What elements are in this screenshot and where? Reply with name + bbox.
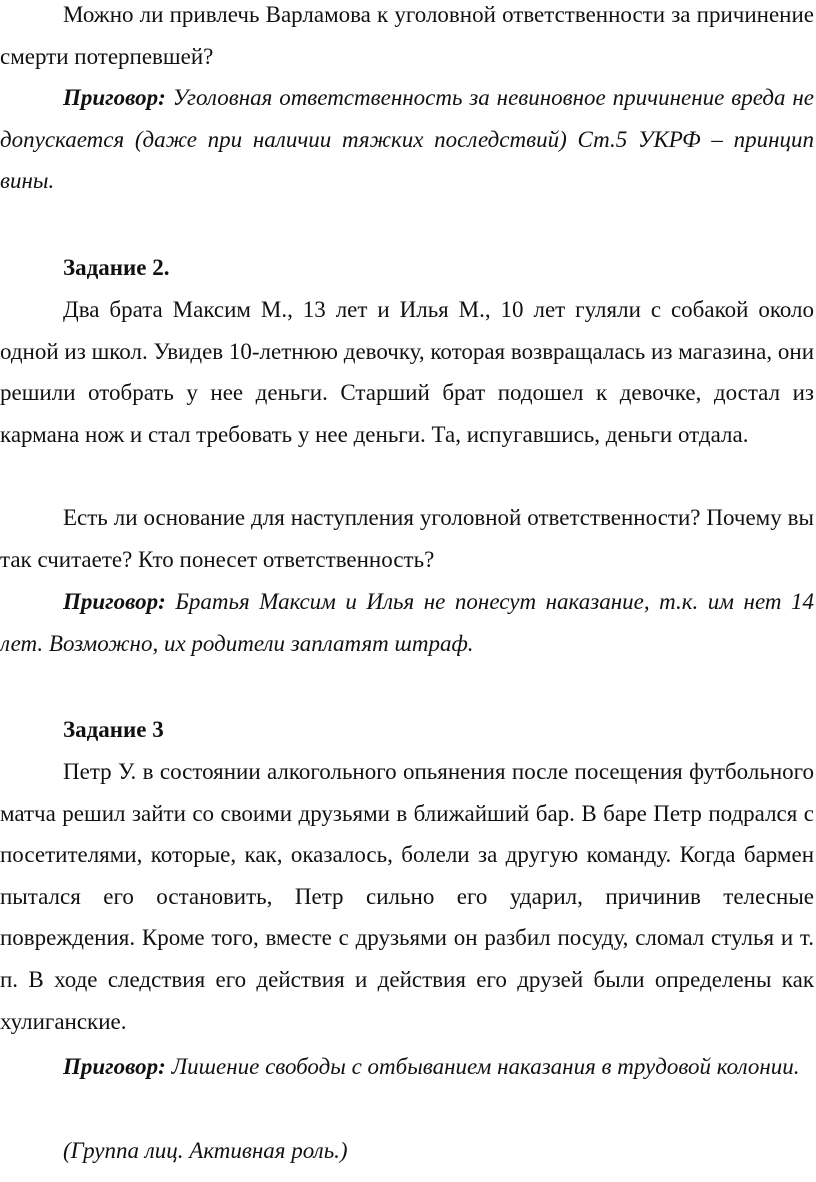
intro-section (0, 0, 814, 77)
task2-heading: Задание 2. (63, 255, 170, 280)
task2-question: Есть ли основание для наступления уголовной ответственности? Почему вы так считаете? Кто понесет ответственность? (0, 505, 814, 572)
task3-verdict-block (0, 1046, 814, 1088)
task2-question-block (0, 497, 814, 580)
verdict-label: Приговор: (63, 589, 166, 614)
task2-verdict-block (0, 581, 814, 664)
task2-story: Два брата Максим М., 13 лет и Илья М., 10 лет гуляли с собакой около одной из школ. Увидев 10-летнюю девочку, которая возвращалась из магазина, они решили отобрать у нее деньги. Старший брат подошел к девочке, достал из кармана нож и стал требовать у нее деньги. Та, испугавшись, деньги отдала. (0, 297, 814, 447)
task3-note-block (0, 1130, 814, 1172)
task2-heading-block (0, 247, 814, 289)
task3-story-block (0, 751, 814, 1042)
task2-verdict (0, 581, 814, 664)
verdict-text: Братья Максим и Илья не понесут наказание, т.к. им нет 14 лет. Возможно, их родители заплатят штраф. (0, 589, 814, 656)
task3-verdict (0, 1046, 814, 1088)
task3-heading-block (0, 709, 814, 751)
verdict-label: Приговор: (63, 1054, 166, 1079)
task3-note: (Группа лиц. Активная роль.) (63, 1138, 348, 1163)
verdict-text: Лишение свободы с отбыванием наказания в трудовой колонии. (165, 1054, 800, 1079)
task3-story: Петр У. в состоянии алкогольного опьянения после посещения футбольного матча решил зайти со своими друзьями в ближайший бар. В баре Петр подрался с посетителями, которые, как, оказалось, болели за другую команду. Когда бармен пытался его остановить, Петр сильно его ударил, причинив телесные повреждения. Кроме того, вместе с друзьями он разбил посуду, сломал стулья и т. п. В ходе следствия его действия и действия его друзей были определены как хулиганские. (0, 759, 814, 1034)
task2-story-block (0, 289, 814, 455)
task3-heading: Задание 3 (63, 717, 164, 742)
intro-question: Можно ли привлечь Варламова к уголовной ответственности за причинение смерти потерпевшей? (0, 2, 814, 69)
verdict-text: Уголовная ответственность за невиновное причинение вреда не допускается (даже при наличии тяжких последствий) Ст.5 УКРФ – принцип вины. (0, 85, 814, 194)
verdict-label: Приговор: (63, 85, 166, 110)
intro-verdict (0, 77, 814, 202)
intro-verdict-section (0, 77, 814, 202)
